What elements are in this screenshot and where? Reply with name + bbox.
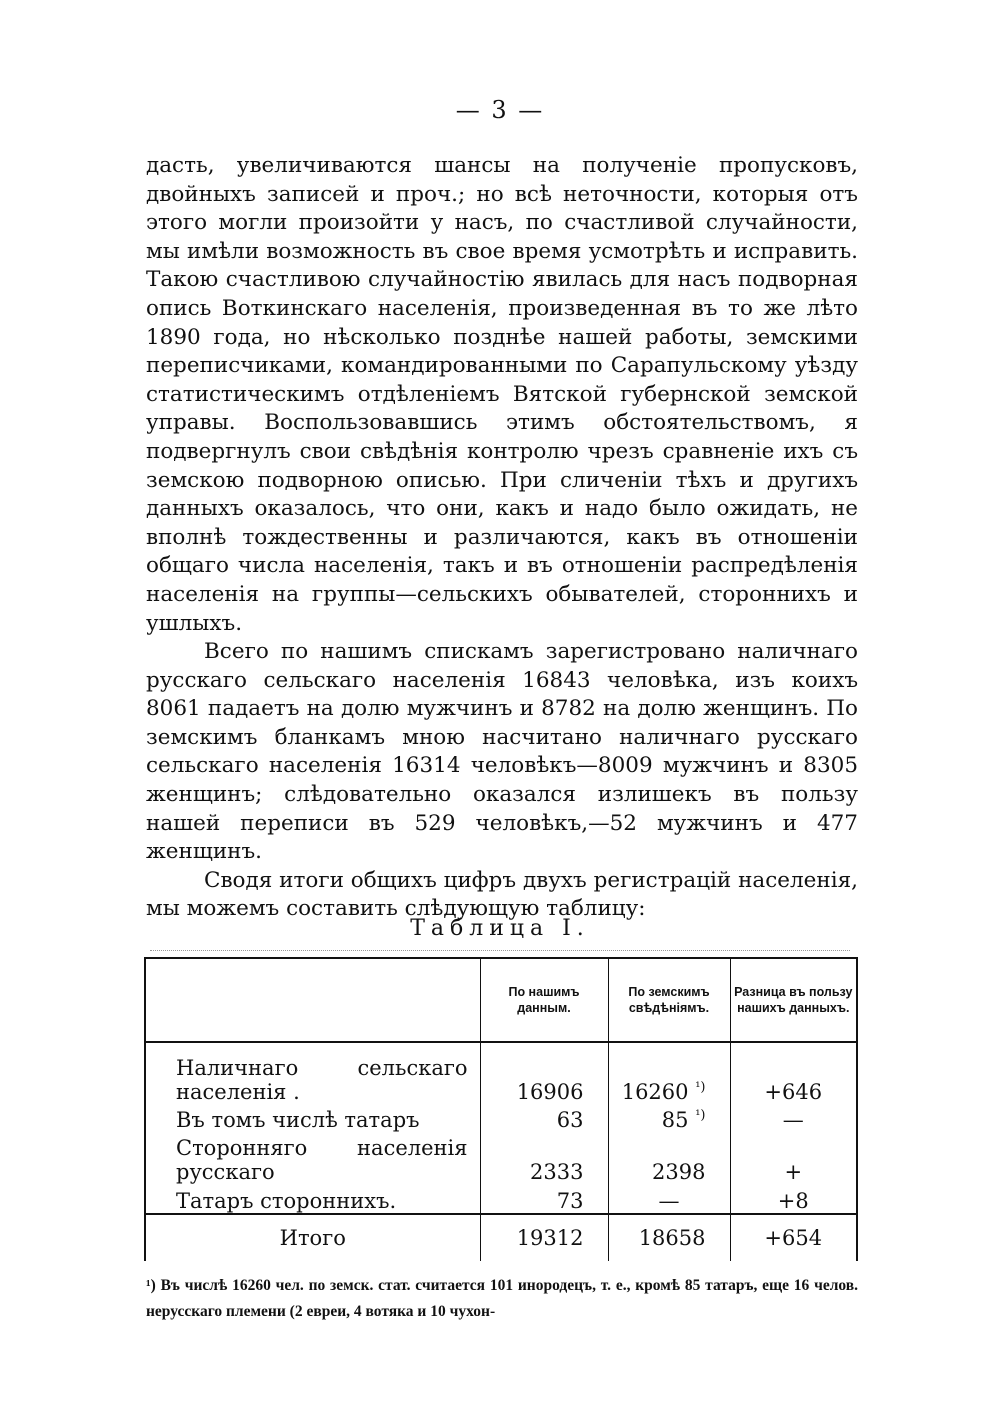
population-table: [144, 957, 858, 1261]
cell-zemstvo: —: [608, 1184, 730, 1214]
footnote: [146, 1273, 858, 1325]
total-zemstvo: 18658: [608, 1214, 730, 1261]
cell-ours: 2333: [480, 1132, 608, 1184]
header-label-column: [145, 958, 480, 1042]
table-header-row: [145, 958, 857, 1042]
table-row: [145, 1104, 857, 1132]
table-row: [145, 1184, 857, 1214]
cell-zemstvo: 16260 $^{^1)}$: [608, 1042, 730, 1104]
cell-zemstvo: 2398: [608, 1132, 730, 1184]
cell-zemstvo: 85 $^{^1)}$: [608, 1104, 730, 1132]
body-text: [146, 152, 858, 924]
footnote-text: Въ числѣ 16260 чел. по земск. стат. считается 101 инородецъ, т. е., кромѣ 85 татаръ, еще 16 челов. нерусскаго племени (2 евреи, 4 вотяка и 10 чухон-: [146, 1277, 859, 1320]
paragraph-1: дасть, увеличиваются шансы на полученіе пропусковъ, двойныхъ записей и проч.; но всѣ неточности, которыя отъ этого могли произойти у насъ, по счастливой случайности, мы имѣли возможность въ свое время усмотрѣть и исправить. Такою счастливою случайностію явилась для насъ подворная опись Воткинскаго населенія, произведенная въ то же лѣто 1890 года, но нѣсколько позднѣе нашей работы, земскими переписчиками, командированными по Сарапульскому уѣзду статистическимъ отдѣленіемъ Вятской губернской земской управы. Воспользовавшись этимъ обстоятельствомъ, я подвергнулъ свои свѣдѣнія контролю чрезъ сравненіе ихъ съ земскою подворною описью. При сличеніи тѣхъ и другихъ данныхъ оказалось, что они, какъ и надо было ожидать, не вполнѣ тождественны и различаются, какъ въ отношеніи общаго числа населенія, такъ и въ отношеніи распредѣленія населенія на группы—сельскихъ обывателей, стороннихъ и ушлыхъ.: [146, 153, 858, 636]
table-top-rule: [150, 950, 850, 951]
table-row: [145, 1042, 857, 1104]
table-row: [145, 1132, 857, 1184]
cell-ours: 16906: [480, 1042, 608, 1104]
row-label: Въ томъ числѣ татаръ: [176, 1108, 420, 1132]
footnote-marker: ¹): [146, 1277, 156, 1294]
row-label: Наличнаго сельскаго населенія .: [176, 1056, 468, 1104]
cell-ours: 73: [480, 1184, 608, 1214]
table-title: Таблица I.: [410, 916, 590, 941]
paragraph-2: Всего по нашимъ спискамъ зарегистровано наличнаго русскаго сельскаго населенія 16843 человѣка, изъ коихъ 8061 падаетъ на долю мужчинъ и 8782 на долю женщинъ. По земскимъ бланкамъ мною насчитано наличнаго русскаго сельскаго населенія 16314 человѣкъ—8009 мужчинъ и 8305 женщинъ; слѣдовательно оказался излишекъ въ пользу нашей переписи въ 529 человѣкъ,—52 мужчинъ и 477 женщинъ.: [146, 639, 858, 865]
table-total-row: [145, 1214, 857, 1261]
footnote-ref: ¹): [695, 1108, 706, 1123]
row-label: Татаръ стороннихъ.: [176, 1189, 397, 1213]
page-number: — 3 —: [455, 96, 545, 124]
row-label: Сторонняго населенія русскаго: [176, 1136, 468, 1184]
cell-diff: —: [730, 1104, 857, 1132]
header-zemstvo-data: По земскимъ свѣдѣніямъ.: [608, 958, 730, 1042]
footnote-ref: ¹): [695, 1080, 706, 1095]
paragraph-3: Сводя итоги общихъ цифръ двухъ регистрацій населенія, мы можемъ составить слѣдующую таблицу:: [146, 867, 858, 922]
total-label: Итого: [145, 1214, 480, 1261]
cell-ours: 63: [480, 1104, 608, 1132]
header-difference: Разница въ пользу нашихъ данныхъ.: [730, 958, 857, 1042]
cell-diff: +: [730, 1132, 857, 1184]
cell-diff: +8: [730, 1184, 857, 1214]
total-diff: +654: [730, 1214, 857, 1261]
cell-diff: +646: [730, 1042, 857, 1104]
header-our-data: По нашимъ данным.: [480, 958, 608, 1042]
total-ours: 19312: [480, 1214, 608, 1261]
